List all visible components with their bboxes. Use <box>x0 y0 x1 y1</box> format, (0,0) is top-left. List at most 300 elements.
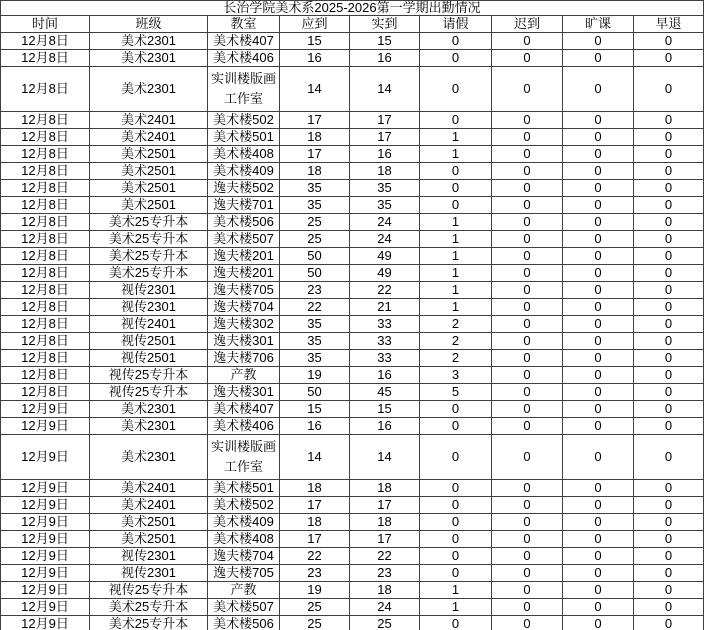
cell-late: 0 <box>492 129 563 146</box>
cell-late: 0 <box>492 112 563 129</box>
cell-expected: 15 <box>280 401 350 418</box>
cell-absent: 0 <box>563 548 634 565</box>
cell-class: 视传2301 <box>90 548 208 565</box>
cell-absent: 0 <box>563 214 634 231</box>
cell-classroom: 逸夫楼301 <box>208 333 280 350</box>
table-row <box>0 231 704 248</box>
cell-class: 美术2301 <box>90 418 208 435</box>
cell-absent: 0 <box>563 616 634 630</box>
cell-expected: 17 <box>280 531 350 548</box>
table-header-row <box>0 16 704 33</box>
cell-early-leave: 0 <box>634 112 704 129</box>
cell-classroom: 美术楼506 <box>208 214 280 231</box>
table-row <box>0 565 704 582</box>
cell-absent: 0 <box>563 418 634 435</box>
cell-late: 0 <box>492 197 563 214</box>
table-row <box>0 316 704 333</box>
cell-early-leave: 0 <box>634 50 704 67</box>
table-row <box>0 112 704 129</box>
cell-classroom: 逸夫楼701 <box>208 197 280 214</box>
cell-early-leave: 0 <box>634 599 704 616</box>
cell-classroom: 美术楼409 <box>208 514 280 531</box>
cell-late: 0 <box>492 480 563 497</box>
cell-late: 0 <box>492 33 563 50</box>
cell-present: 16 <box>350 418 420 435</box>
cell-expected: 18 <box>280 480 350 497</box>
cell-present: 17 <box>350 129 420 146</box>
header-leave: 请假 <box>420 16 492 33</box>
cell-absent: 0 <box>563 350 634 367</box>
cell-date: 12月8日 <box>0 299 90 316</box>
cell-early-leave: 0 <box>634 401 704 418</box>
cell-late: 0 <box>492 565 563 582</box>
cell-leave: 0 <box>420 616 492 630</box>
cell-date: 12月8日 <box>0 282 90 299</box>
cell-early-leave: 0 <box>634 129 704 146</box>
cell-absent: 0 <box>563 401 634 418</box>
cell-absent: 0 <box>563 265 634 282</box>
cell-class: 视传25专升本 <box>90 582 208 599</box>
cell-early-leave: 0 <box>634 146 704 163</box>
cell-absent: 0 <box>563 582 634 599</box>
cell-class: 美术2401 <box>90 480 208 497</box>
cell-present: 24 <box>350 599 420 616</box>
cell-class: 视传25专升本 <box>90 367 208 384</box>
cell-classroom: 逸夫楼201 <box>208 265 280 282</box>
table-row <box>0 180 704 197</box>
cell-leave: 1 <box>420 231 492 248</box>
cell-present: 35 <box>350 197 420 214</box>
cell-leave: 1 <box>420 582 492 599</box>
cell-leave: 0 <box>420 197 492 214</box>
table-row <box>0 599 704 616</box>
cell-date: 12月9日 <box>0 401 90 418</box>
cell-class: 美术2301 <box>90 435 208 480</box>
cell-leave: 1 <box>420 146 492 163</box>
cell-present: 22 <box>350 548 420 565</box>
cell-present: 18 <box>350 582 420 599</box>
cell-class: 美术2401 <box>90 129 208 146</box>
header-early-leave: 早退 <box>634 16 704 33</box>
cell-late: 0 <box>492 50 563 67</box>
cell-late: 0 <box>492 350 563 367</box>
cell-date: 12月9日 <box>0 616 90 630</box>
cell-absent: 0 <box>563 67 634 112</box>
header-expected: 应到 <box>280 16 350 33</box>
cell-present: 22 <box>350 282 420 299</box>
cell-class: 视传2401 <box>90 316 208 333</box>
table-row <box>0 248 704 265</box>
table-row <box>0 197 704 214</box>
cell-late: 0 <box>492 265 563 282</box>
cell-leave: 5 <box>420 384 492 401</box>
cell-classroom: 美术楼506 <box>208 616 280 630</box>
cell-late: 0 <box>492 548 563 565</box>
cell-classroom: 美术楼406 <box>208 418 280 435</box>
table-row <box>0 282 704 299</box>
table-row <box>0 531 704 548</box>
cell-classroom: 逸夫楼704 <box>208 299 280 316</box>
cell-present: 15 <box>350 401 420 418</box>
cell-class: 美术2501 <box>90 197 208 214</box>
cell-late: 0 <box>492 333 563 350</box>
cell-present: 23 <box>350 565 420 582</box>
cell-classroom: 美术楼501 <box>208 480 280 497</box>
table-row <box>0 333 704 350</box>
cell-classroom: 逸夫楼201 <box>208 248 280 265</box>
cell-classroom: 逸夫楼705 <box>208 565 280 582</box>
cell-absent: 0 <box>563 384 634 401</box>
cell-class: 视传2301 <box>90 282 208 299</box>
cell-leave: 0 <box>420 565 492 582</box>
cell-expected: 50 <box>280 265 350 282</box>
cell-date: 12月8日 <box>0 33 90 50</box>
cell-leave: 0 <box>420 514 492 531</box>
cell-absent: 0 <box>563 514 634 531</box>
cell-absent: 0 <box>563 316 634 333</box>
cell-early-leave: 0 <box>634 248 704 265</box>
cell-date: 12月8日 <box>0 180 90 197</box>
cell-classroom: 美术楼502 <box>208 112 280 129</box>
cell-late: 0 <box>492 514 563 531</box>
cell-leave: 0 <box>420 180 492 197</box>
cell-leave: 0 <box>420 418 492 435</box>
cell-absent: 0 <box>563 50 634 67</box>
cell-classroom: 美术楼507 <box>208 231 280 248</box>
cell-class: 视传25专升本 <box>90 384 208 401</box>
cell-late: 0 <box>492 435 563 480</box>
cell-date: 12月8日 <box>0 333 90 350</box>
cell-classroom: 美术楼409 <box>208 163 280 180</box>
cell-classroom: 实训楼版画工作室 <box>208 435 280 480</box>
cell-absent: 0 <box>563 197 634 214</box>
cell-expected: 22 <box>280 299 350 316</box>
cell-late: 0 <box>492 418 563 435</box>
cell-late: 0 <box>492 146 563 163</box>
cell-class: 美术2301 <box>90 50 208 67</box>
cell-early-leave: 0 <box>634 33 704 50</box>
cell-early-leave: 0 <box>634 531 704 548</box>
cell-date: 12月9日 <box>0 582 90 599</box>
cell-early-leave: 0 <box>634 231 704 248</box>
cell-present: 33 <box>350 316 420 333</box>
cell-late: 0 <box>492 67 563 112</box>
cell-leave: 0 <box>420 33 492 50</box>
table-row <box>0 514 704 531</box>
cell-late: 0 <box>492 248 563 265</box>
cell-absent: 0 <box>563 435 634 480</box>
cell-present: 21 <box>350 299 420 316</box>
cell-expected: 35 <box>280 180 350 197</box>
cell-leave: 0 <box>420 67 492 112</box>
cell-late: 0 <box>492 163 563 180</box>
cell-present: 25 <box>350 616 420 630</box>
cell-date: 12月8日 <box>0 197 90 214</box>
cell-classroom: 逸夫楼706 <box>208 350 280 367</box>
cell-early-leave: 0 <box>634 282 704 299</box>
cell-early-leave: 0 <box>634 67 704 112</box>
cell-date: 12月8日 <box>0 214 90 231</box>
cell-class: 美术2501 <box>90 531 208 548</box>
table-row <box>0 146 704 163</box>
cell-class: 视传2501 <box>90 350 208 367</box>
cell-date: 12月9日 <box>0 565 90 582</box>
cell-early-leave: 0 <box>634 316 704 333</box>
cell-late: 0 <box>492 599 563 616</box>
table-row <box>0 435 704 480</box>
cell-class: 美术2501 <box>90 163 208 180</box>
cell-expected: 17 <box>280 146 350 163</box>
cell-early-leave: 0 <box>634 350 704 367</box>
cell-early-leave: 0 <box>634 367 704 384</box>
cell-late: 0 <box>492 299 563 316</box>
cell-class: 美术2501 <box>90 514 208 531</box>
cell-leave: 0 <box>420 548 492 565</box>
table-row <box>0 265 704 282</box>
cell-present: 17 <box>350 497 420 514</box>
cell-leave: 0 <box>420 497 492 514</box>
cell-class: 美术2401 <box>90 497 208 514</box>
cell-expected: 16 <box>280 418 350 435</box>
cell-late: 0 <box>492 401 563 418</box>
cell-late: 0 <box>492 367 563 384</box>
cell-present: 15 <box>350 33 420 50</box>
cell-present: 49 <box>350 248 420 265</box>
cell-classroom: 美术楼501 <box>208 129 280 146</box>
table-row <box>0 33 704 50</box>
cell-expected: 23 <box>280 565 350 582</box>
cell-classroom: 产教 <box>208 582 280 599</box>
cell-leave: 1 <box>420 299 492 316</box>
cell-expected: 18 <box>280 163 350 180</box>
cell-leave: 1 <box>420 265 492 282</box>
cell-date: 12月8日 <box>0 67 90 112</box>
cell-leave: 0 <box>420 50 492 67</box>
table-row <box>0 367 704 384</box>
cell-classroom: 美术楼507 <box>208 599 280 616</box>
cell-leave: 0 <box>420 163 492 180</box>
cell-date: 12月8日 <box>0 146 90 163</box>
cell-present: 45 <box>350 384 420 401</box>
table-row <box>0 497 704 514</box>
cell-leave: 1 <box>420 248 492 265</box>
cell-date: 12月8日 <box>0 367 90 384</box>
cell-leave: 1 <box>420 599 492 616</box>
cell-late: 0 <box>492 531 563 548</box>
cell-absent: 0 <box>563 367 634 384</box>
header-present: 实到 <box>350 16 420 33</box>
cell-early-leave: 0 <box>634 384 704 401</box>
cell-classroom: 美术楼407 <box>208 33 280 50</box>
table-row <box>0 480 704 497</box>
cell-classroom: 逸夫楼705 <box>208 282 280 299</box>
cell-class: 美术2301 <box>90 401 208 418</box>
cell-late: 0 <box>492 497 563 514</box>
cell-classroom: 美术楼406 <box>208 50 280 67</box>
table-row <box>0 418 704 435</box>
cell-classroom: 实训楼版画工作室 <box>208 67 280 112</box>
cell-date: 12月9日 <box>0 548 90 565</box>
cell-class: 美术25专升本 <box>90 265 208 282</box>
cell-leave: 2 <box>420 333 492 350</box>
cell-absent: 0 <box>563 282 634 299</box>
cell-present: 24 <box>350 214 420 231</box>
cell-expected: 16 <box>280 50 350 67</box>
cell-early-leave: 0 <box>634 299 704 316</box>
cell-absent: 0 <box>563 480 634 497</box>
cell-late: 0 <box>492 214 563 231</box>
cell-leave: 0 <box>420 531 492 548</box>
cell-class: 美术25专升本 <box>90 231 208 248</box>
cell-classroom: 产教 <box>208 367 280 384</box>
cell-expected: 18 <box>280 129 350 146</box>
cell-class: 美术2501 <box>90 180 208 197</box>
cell-early-leave: 0 <box>634 435 704 480</box>
table-row <box>0 129 704 146</box>
cell-absent: 0 <box>563 333 634 350</box>
cell-late: 0 <box>492 582 563 599</box>
cell-date: 12月8日 <box>0 50 90 67</box>
cell-expected: 23 <box>280 282 350 299</box>
cell-leave: 0 <box>420 401 492 418</box>
cell-absent: 0 <box>563 299 634 316</box>
cell-expected: 35 <box>280 197 350 214</box>
table-row <box>0 548 704 565</box>
cell-leave: 2 <box>420 350 492 367</box>
cell-present: 17 <box>350 112 420 129</box>
cell-present: 18 <box>350 480 420 497</box>
header-class: 班级 <box>90 16 208 33</box>
cell-expected: 25 <box>280 616 350 630</box>
cell-date: 12月8日 <box>0 163 90 180</box>
cell-early-leave: 0 <box>634 480 704 497</box>
table-row <box>0 50 704 67</box>
cell-present: 35 <box>350 180 420 197</box>
cell-early-leave: 0 <box>634 180 704 197</box>
cell-late: 0 <box>492 180 563 197</box>
cell-date: 12月8日 <box>0 316 90 333</box>
cell-date: 12月8日 <box>0 248 90 265</box>
cell-leave: 3 <box>420 367 492 384</box>
cell-class: 视传2301 <box>90 565 208 582</box>
cell-absent: 0 <box>563 33 634 50</box>
cell-present: 17 <box>350 531 420 548</box>
cell-expected: 17 <box>280 112 350 129</box>
cell-class: 美术2501 <box>90 146 208 163</box>
cell-date: 12月9日 <box>0 435 90 480</box>
cell-expected: 15 <box>280 33 350 50</box>
cell-early-leave: 0 <box>634 548 704 565</box>
cell-present: 18 <box>350 163 420 180</box>
cell-expected: 19 <box>280 582 350 599</box>
cell-absent: 0 <box>563 129 634 146</box>
cell-expected: 17 <box>280 497 350 514</box>
cell-date: 12月9日 <box>0 418 90 435</box>
cell-expected: 25 <box>280 599 350 616</box>
cell-date: 12月8日 <box>0 350 90 367</box>
cell-date: 12月9日 <box>0 497 90 514</box>
cell-class: 美术2301 <box>90 67 208 112</box>
header-classroom: 教室 <box>208 16 280 33</box>
cell-class: 美术25专升本 <box>90 599 208 616</box>
cell-absent: 0 <box>563 248 634 265</box>
cell-present: 14 <box>350 435 420 480</box>
cell-date: 12月8日 <box>0 265 90 282</box>
cell-leave: 1 <box>420 214 492 231</box>
cell-expected: 19 <box>280 367 350 384</box>
cell-date: 12月9日 <box>0 531 90 548</box>
cell-classroom: 逸夫楼302 <box>208 316 280 333</box>
cell-early-leave: 0 <box>634 514 704 531</box>
cell-early-leave: 0 <box>634 333 704 350</box>
cell-classroom: 美术楼408 <box>208 531 280 548</box>
cell-present: 18 <box>350 514 420 531</box>
cell-absent: 0 <box>563 565 634 582</box>
table-row <box>0 214 704 231</box>
cell-classroom: 逸夫楼704 <box>208 548 280 565</box>
cell-early-leave: 0 <box>634 418 704 435</box>
cell-expected: 50 <box>280 248 350 265</box>
cell-present: 24 <box>350 231 420 248</box>
cell-leave: 0 <box>420 112 492 129</box>
cell-early-leave: 0 <box>634 497 704 514</box>
cell-absent: 0 <box>563 146 634 163</box>
cell-present: 16 <box>350 50 420 67</box>
cell-date: 12月9日 <box>0 599 90 616</box>
cell-date: 12月9日 <box>0 480 90 497</box>
cell-date: 12月8日 <box>0 112 90 129</box>
cell-leave: 0 <box>420 435 492 480</box>
cell-present: 49 <box>350 265 420 282</box>
cell-class: 美术2301 <box>90 33 208 50</box>
cell-late: 0 <box>492 616 563 630</box>
cell-date: 12月8日 <box>0 129 90 146</box>
cell-absent: 0 <box>563 180 634 197</box>
cell-absent: 0 <box>563 112 634 129</box>
cell-early-leave: 0 <box>634 616 704 630</box>
header-absent: 旷课 <box>563 16 634 33</box>
cell-early-leave: 0 <box>634 265 704 282</box>
cell-class: 美术25专升本 <box>90 248 208 265</box>
cell-classroom: 逸夫楼502 <box>208 180 280 197</box>
cell-late: 0 <box>492 384 563 401</box>
cell-expected: 50 <box>280 384 350 401</box>
cell-early-leave: 0 <box>634 163 704 180</box>
cell-class: 美术25专升本 <box>90 214 208 231</box>
cell-expected: 35 <box>280 350 350 367</box>
cell-present: 33 <box>350 350 420 367</box>
cell-early-leave: 0 <box>634 214 704 231</box>
cell-classroom: 逸夫楼301 <box>208 384 280 401</box>
cell-late: 0 <box>492 316 563 333</box>
table-row <box>0 384 704 401</box>
cell-leave: 2 <box>420 316 492 333</box>
table-row <box>0 350 704 367</box>
cell-expected: 25 <box>280 214 350 231</box>
cell-date: 12月9日 <box>0 514 90 531</box>
cell-present: 33 <box>350 333 420 350</box>
cell-classroom: 美术楼408 <box>208 146 280 163</box>
cell-absent: 0 <box>563 163 634 180</box>
cell-expected: 22 <box>280 548 350 565</box>
cell-expected: 18 <box>280 514 350 531</box>
table-row <box>0 67 704 112</box>
cell-early-leave: 0 <box>634 565 704 582</box>
cell-absent: 0 <box>563 231 634 248</box>
table-row <box>0 163 704 180</box>
cell-present: 16 <box>350 367 420 384</box>
cell-late: 0 <box>492 231 563 248</box>
